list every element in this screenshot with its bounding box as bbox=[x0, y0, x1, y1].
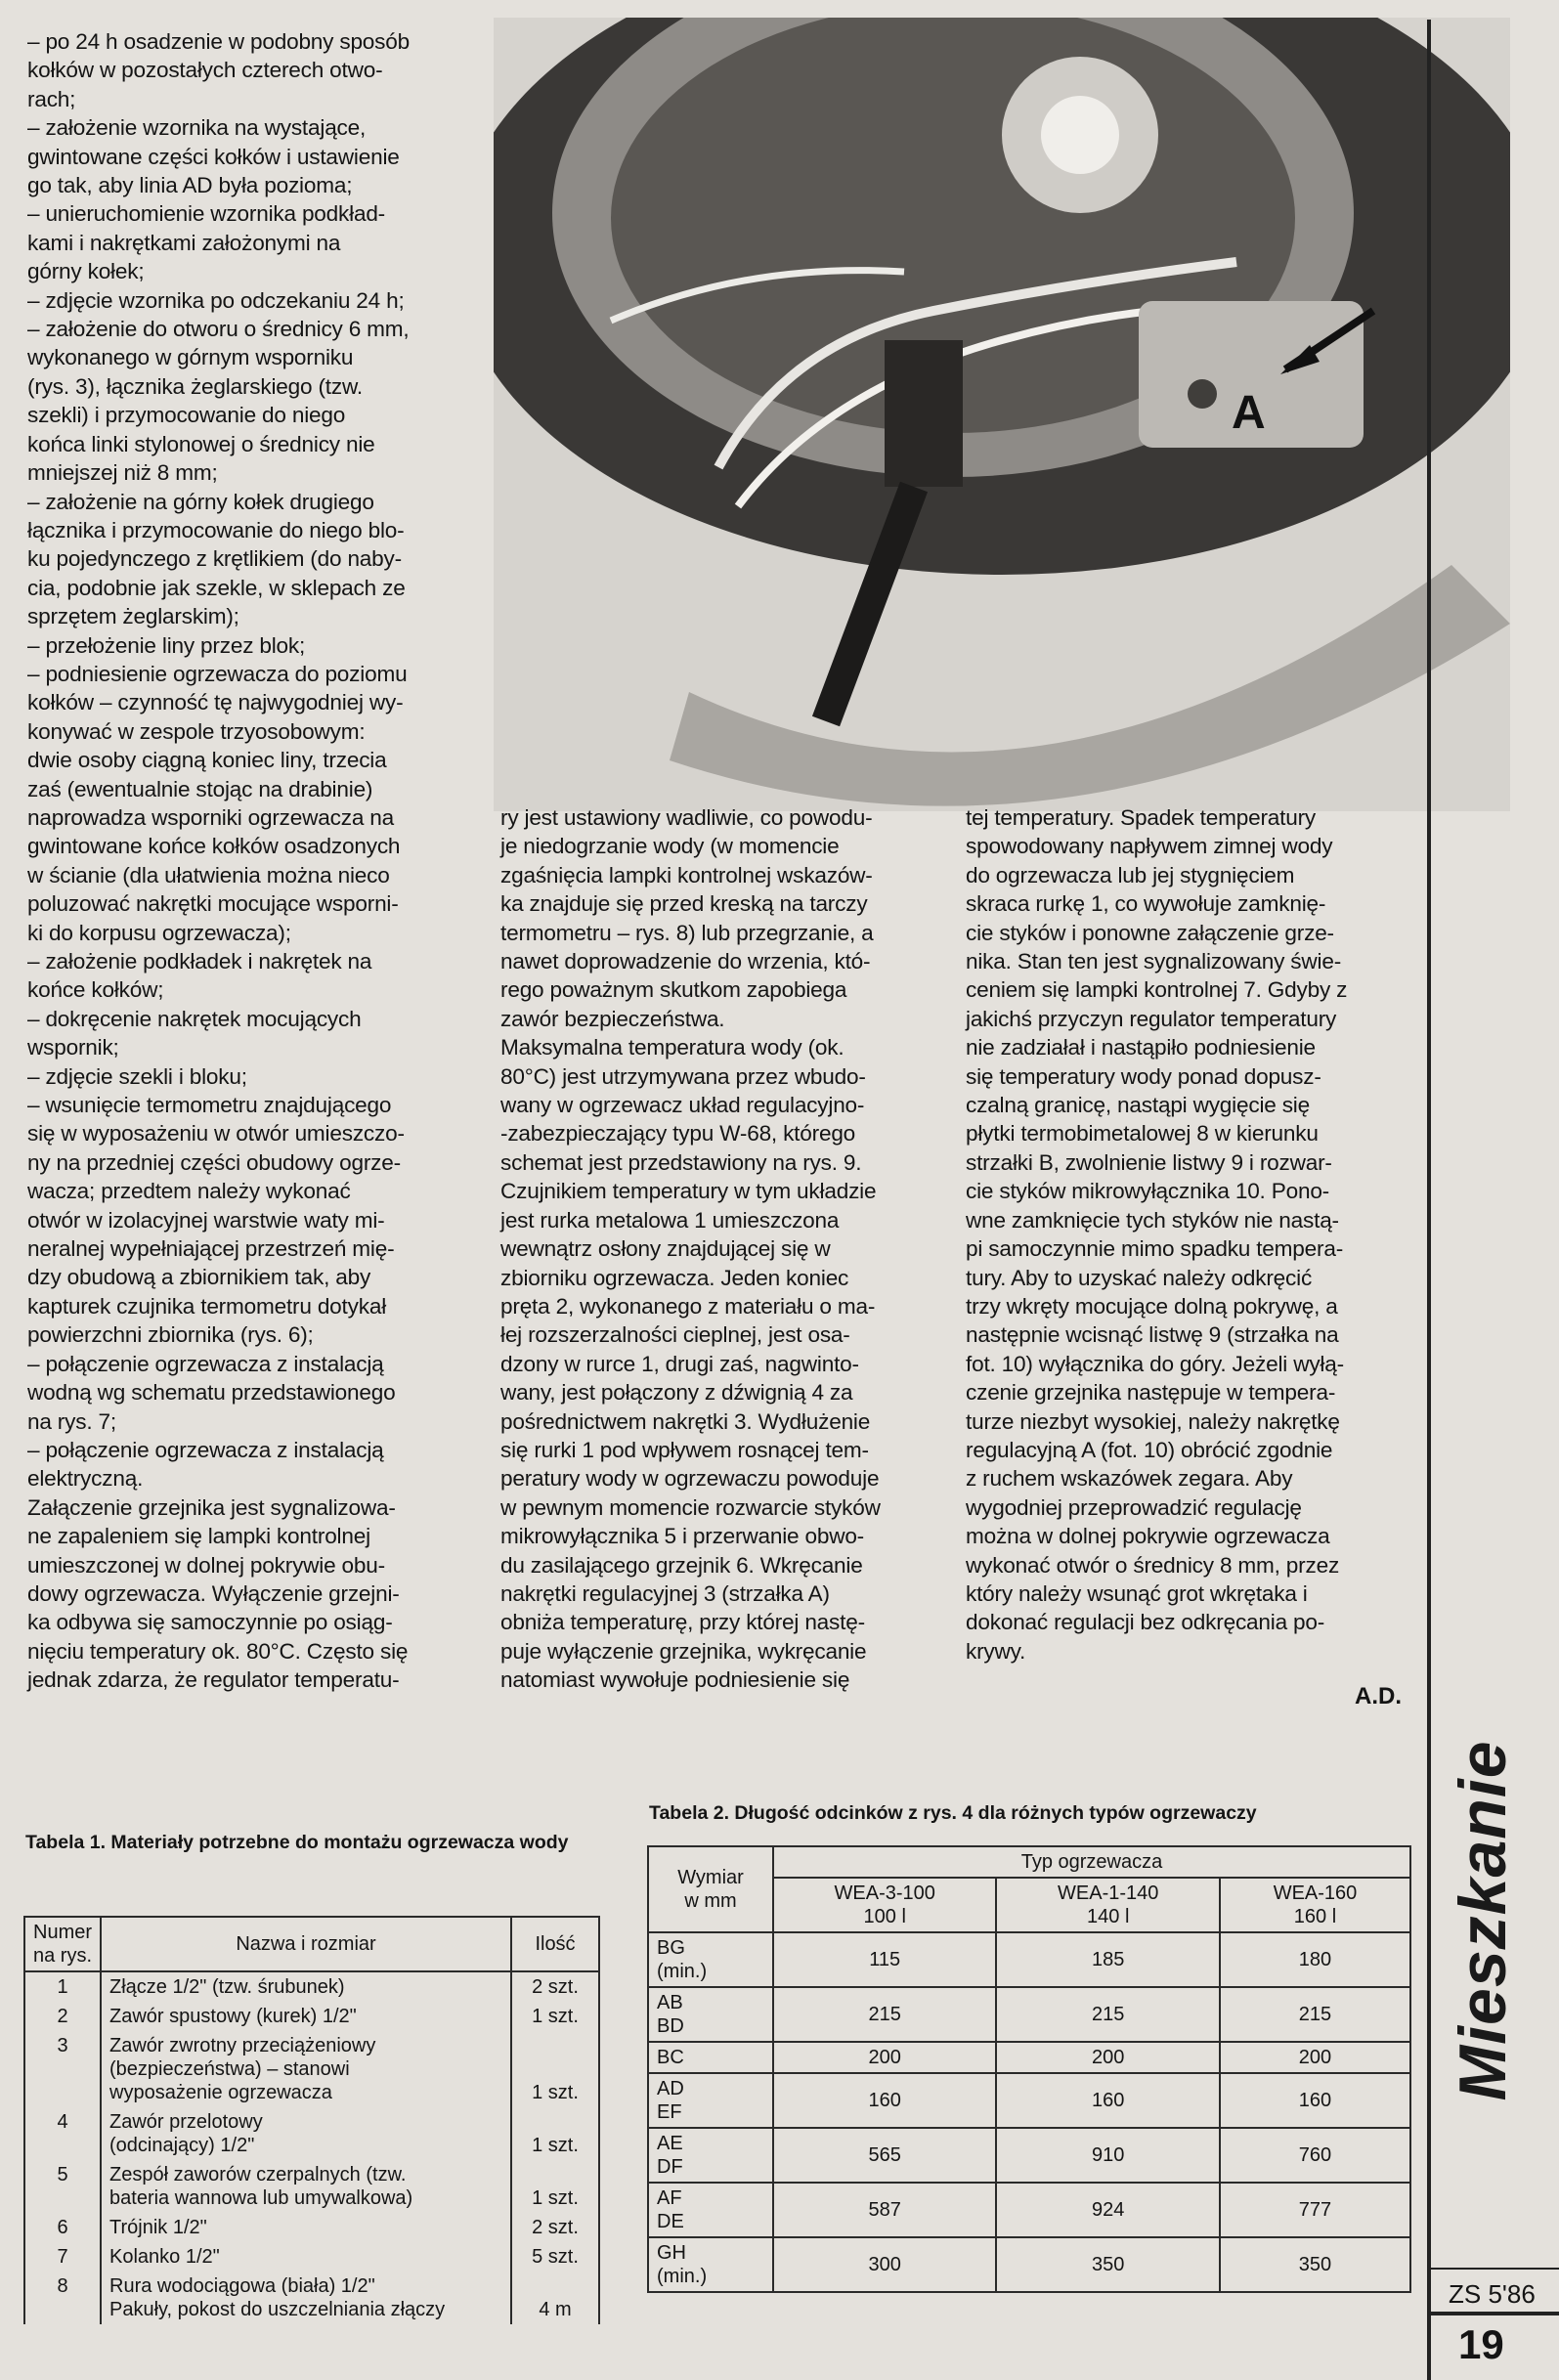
text-line: peratury wody w ogrzewaczu powoduje bbox=[500, 1466, 880, 1492]
text-line: naprowadza wsporniki ogrzewacza na bbox=[27, 804, 394, 830]
table1-row bbox=[24, 2002, 599, 2031]
text-line: – zdjęcie wzornika po odczekaniu 24 h; bbox=[27, 287, 405, 313]
table2-cell-value: 565 bbox=[773, 2128, 996, 2183]
text-line: – założenie do otworu o średnicy 6 mm, bbox=[27, 317, 410, 342]
text-line: wygodniej przeprowadzić regulację bbox=[966, 1494, 1302, 1520]
text-line: – założenie podkładek i nakrętek na bbox=[27, 949, 372, 974]
text-line: wany, jest połączony z dźwignią 4 za bbox=[500, 1380, 853, 1406]
text-line: do ogrzewacza lub jej stygnięciem bbox=[966, 862, 1295, 887]
table2-cell-value: 115 bbox=[773, 1932, 996, 1987]
table1-cell-qty: 2 szt. bbox=[511, 2213, 599, 2242]
text-line: tury. Aby to uzyskać należy odkręcić bbox=[966, 1265, 1313, 1290]
table1-cell-number: 2 bbox=[24, 2002, 101, 2031]
text-line: końce kołków; bbox=[27, 977, 164, 1003]
table2-cell-value: 215 bbox=[773, 1987, 996, 2042]
text-line: (rys. 3), łącznika żeglarskiego (tzw. bbox=[27, 373, 363, 399]
table2-cell-label: AF DE bbox=[648, 2183, 773, 2237]
text-line: wykonanego w górnym wsporniku bbox=[27, 345, 354, 370]
table2-cell-label: BC bbox=[648, 2042, 773, 2073]
text-line: obniża temperaturę, przy której nastę- bbox=[500, 1610, 865, 1635]
table1-header-number: Numer na rys. bbox=[24, 1917, 101, 1971]
table1-row bbox=[24, 2160, 599, 2213]
text-line: kapturek czujnika termometru dotykał bbox=[27, 1293, 387, 1319]
table1-row bbox=[24, 2213, 599, 2242]
table1-cell-name: Trójnik 1/2" bbox=[101, 2213, 511, 2242]
text-column-2 bbox=[500, 803, 881, 1695]
issue-label: ZS 5'86 bbox=[1449, 2279, 1536, 2309]
text-line: wany w ogrzewacz układ regulacyjno- bbox=[500, 1093, 865, 1118]
text-line: gwintowane końce kołków osadzonych bbox=[27, 834, 401, 859]
text-line: łej rozszerzalności cieplnej, jest osa- bbox=[500, 1322, 850, 1348]
text-line: cie styków i ponowne załączenie grze- bbox=[966, 920, 1334, 945]
table1-row bbox=[24, 2242, 599, 2272]
text-line: du zasilającego grzejnik 6. Wkręcanie bbox=[500, 1552, 863, 1578]
text-line: nięciu temperatury ok. 80°C. Często się bbox=[27, 1638, 409, 1664]
text-line: ne zapaleniem się lampki kontrolnej bbox=[27, 1524, 370, 1549]
text-line: wacza; przedtem należy wykonać bbox=[27, 1179, 351, 1204]
table2-header-type: WEA-1-140 140 l bbox=[996, 1878, 1219, 1932]
table1-cell-number: 1 bbox=[24, 1971, 101, 2002]
text-line: na rys. 7; bbox=[27, 1408, 116, 1434]
text-line: można w dolnej pokrywie ogrzewacza bbox=[966, 1524, 1330, 1549]
table1-cell-number: 7 bbox=[24, 2242, 101, 2272]
table2-cell-value: 160 bbox=[1220, 2073, 1410, 2128]
author-signature: A.D. bbox=[1355, 1683, 1402, 1709]
text-line: dzony w rurce 1, drugi zaś, nagwinto- bbox=[500, 1351, 859, 1376]
table1-cell-name: Zawór zwrotny przeciążeniowy (bezpieczeństwa) – stanowi wyposażenie ogrzewacza bbox=[101, 2031, 511, 2107]
table1-row bbox=[24, 2272, 599, 2324]
text-line: nakrętki regulacyjnej 3 (strzałka A) bbox=[500, 1580, 830, 1606]
table2-cell-value: 185 bbox=[996, 1932, 1219, 1987]
table1-row bbox=[24, 2031, 599, 2107]
table1-cell-qty: 5 szt. bbox=[511, 2242, 599, 2272]
text-line: kołków – czynność tę najwygodniej wy- bbox=[27, 690, 404, 715]
text-line: puje wyłączenie grzejnika, wykręcanie bbox=[500, 1638, 867, 1664]
text-line: nika. Stan ten jest sygnalizowany świe- bbox=[966, 949, 1342, 974]
text-line: neralnej wypełniającej przestrzeń mię- bbox=[27, 1236, 395, 1262]
text-line: mikrowyłącznika 5 i przerwanie obwo- bbox=[500, 1524, 865, 1549]
text-line: pręta 2, wykonanego z materiału o ma- bbox=[500, 1293, 876, 1319]
table2-cell-value: 760 bbox=[1220, 2128, 1410, 2183]
table2-cell-label: AE DF bbox=[648, 2128, 773, 2183]
text-line: je niedogrzanie wody (w momencie bbox=[500, 834, 840, 859]
table1-cell-name: Zawór spustowy (kurek) 1/2" bbox=[101, 2002, 511, 2031]
footer-rule-thick bbox=[1431, 2312, 1559, 2315]
text-line: ny na przedniej części obudowy ogrze- bbox=[27, 1149, 401, 1175]
text-line: wodną wg schematu przedstawionego bbox=[27, 1380, 396, 1406]
text-line: czenie grzejnika następuje w tempera- bbox=[966, 1380, 1336, 1406]
text-line: zgaśnięcia lampki kontrolnej wskazów- bbox=[500, 862, 873, 887]
table2-cell-value: 160 bbox=[773, 2073, 996, 2128]
text-line: – po 24 h osadzenie w podobny sposób bbox=[27, 29, 411, 54]
table2-row bbox=[648, 1932, 1410, 1987]
table2-cell-label: GH (min.) bbox=[648, 2237, 773, 2292]
text-line: schemat jest przedstawiony na rys. 9. bbox=[500, 1149, 862, 1175]
text-line: się w wyposażeniu w otwór umieszczo- bbox=[27, 1121, 405, 1147]
table2-row bbox=[648, 2237, 1410, 2292]
text-line: wspornik; bbox=[27, 1035, 119, 1060]
text-line: skraca rurkę 1, co wywołuje zamknię- bbox=[966, 891, 1326, 917]
table1-cell-number: 3 bbox=[24, 2031, 101, 2107]
text-line: w pewnym momencie rozwarcie styków bbox=[500, 1494, 881, 1520]
photo-regulator bbox=[494, 18, 1510, 811]
text-line: ku pojedynczego z krętlikiem (do naby- bbox=[27, 546, 402, 572]
text-line: jednak zdarza, że regulator temperatu- bbox=[27, 1667, 400, 1693]
text-line: jakichś przyczyn regulator temperatury bbox=[966, 1006, 1337, 1031]
text-line: dowy ogrzewacza. Wyłączenie grzejni- bbox=[27, 1580, 400, 1606]
text-line: ki do korpusu ogrzewacza); bbox=[27, 920, 291, 945]
text-line: poluzować nakrętki mocujące wsporni- bbox=[27, 891, 399, 917]
text-line: tej temperatury. Spadek temperatury bbox=[966, 805, 1317, 830]
text-line: – wsunięcie termometru znajdującego bbox=[27, 1093, 392, 1118]
table1-cell-number: 8 bbox=[24, 2272, 101, 2324]
text-line: Czujnikiem temperatury w tym układzie bbox=[500, 1179, 877, 1204]
text-line: górny kołek; bbox=[27, 259, 145, 284]
text-line: regulacyjną A (fot. 10) obrócić zgodnie bbox=[966, 1437, 1333, 1462]
text-line: – połączenie ogrzewacza z instalacją bbox=[27, 1437, 384, 1462]
table1-cell-name: Kolanko 1/2" bbox=[101, 2242, 511, 2272]
text-line: – dokręcenie nakrętek mocujących bbox=[27, 1006, 362, 1031]
table2-cell-value: 215 bbox=[996, 1987, 1219, 2042]
text-line: – założenie wzornika na wystające, bbox=[27, 115, 367, 141]
table1-cell-number: 5 bbox=[24, 2160, 101, 2213]
table1-cell-qty: 1 szt. bbox=[511, 2107, 599, 2160]
table2-row bbox=[648, 2042, 1410, 2073]
table1-cell-name: Zawór przelotowy (odcinający) 1/2" bbox=[101, 2107, 511, 2160]
table2-row bbox=[648, 1987, 1410, 2042]
text-line: dzy obudową a zbiornikiem tak, aby bbox=[27, 1265, 371, 1290]
table2-row bbox=[648, 2073, 1410, 2128]
text-line: -zabezpieczający typu W-68, którego bbox=[500, 1121, 856, 1147]
text-line: go tak, aby linia AD była pozioma; bbox=[27, 173, 353, 198]
vertical-rule bbox=[1427, 20, 1431, 2380]
text-line: kami i nakrętkami założonymi na bbox=[27, 230, 341, 255]
text-line: w ścianie (dla ułatwienia można nieco bbox=[27, 862, 390, 887]
text-line: nie zadziałał i nastąpiło podniesienie bbox=[966, 1035, 1316, 1060]
text-line: 80°C) jest utrzymywana przez wbudo- bbox=[500, 1063, 866, 1089]
text-line: – założenie na górny kołek drugiego bbox=[27, 489, 374, 514]
text-line: strzałki B, zwolnienie listwy 9 i rozwar- bbox=[966, 1149, 1332, 1175]
table2-cell-value: 200 bbox=[1220, 2042, 1410, 2073]
table2-cell-value: 160 bbox=[996, 2073, 1219, 2128]
table1-cell-qty: 4 m bbox=[511, 2272, 599, 2324]
text-line: dwie osoby ciągną koniec liny, trzecia bbox=[27, 748, 387, 773]
text-line: dokonać regulacji bez odkręcania po- bbox=[966, 1610, 1325, 1635]
text-line: gwintowane części kołków i ustawienie bbox=[27, 144, 400, 169]
table2-caption: Tabela 2. Długość odcinków z rys. 4 dla różnych typów ogrzewaczy bbox=[649, 1802, 1257, 1824]
table1-row bbox=[24, 2107, 599, 2160]
text-line: – połączenie ogrzewacza z instalacją bbox=[27, 1351, 384, 1376]
text-line: – przełożenie liny przez blok; bbox=[27, 632, 306, 658]
table2-cell-label: AB BD bbox=[648, 1987, 773, 2042]
text-line: turze niezbyt wysokiej, należy nakrętkę bbox=[966, 1408, 1340, 1434]
table1-cell-name: Rura wodociągowa (biała) 1/2" Pakuły, pokost do uszczelniania złączy bbox=[101, 2272, 511, 2324]
section-title: Mieszkanie bbox=[1446, 1740, 1520, 2101]
table1-header-name: Nazwa i rozmiar bbox=[101, 1917, 511, 1971]
table2-header-type: WEA-160 160 l bbox=[1220, 1878, 1410, 1932]
table2-header-type: WEA-3-100 100 l bbox=[773, 1878, 996, 1932]
text-line: rach; bbox=[27, 86, 76, 111]
table1-cell-name: Złącze 1/2" (tzw. śrubunek) bbox=[101, 1971, 511, 2002]
page-number: 19 bbox=[1458, 2321, 1504, 2367]
table2-cell-value: 777 bbox=[1220, 2183, 1410, 2237]
text-line: ka znajduje się przed kreską na tarczy bbox=[500, 891, 868, 917]
table2-row bbox=[648, 2183, 1410, 2237]
text-line: cie styków mikrowyłącznika 10. Pono- bbox=[966, 1179, 1330, 1204]
table1-header-qty: Ilość bbox=[511, 1917, 599, 1971]
text-line: – podniesienie ogrzewacza do poziomu bbox=[27, 661, 408, 686]
text-line: płytki termobimetalowej 8 w kierunku bbox=[966, 1121, 1319, 1147]
text-line: się temperatury wody ponad dopusz- bbox=[966, 1063, 1321, 1089]
table1-cell-name: Zespół zaworów czerpalnych (tzw. bateria wannowa lub umywalkowa) bbox=[101, 2160, 511, 2213]
text-line: końca linki stylonowej o średnicy nie bbox=[27, 431, 375, 456]
text-line: – unieruchomienie wzornika podkład- bbox=[27, 201, 386, 227]
text-line: cia, podobnie jak szekle, w sklepach ze bbox=[27, 575, 406, 600]
table2-cell-value: 300 bbox=[773, 2237, 996, 2292]
text-line: ceniem się lampki kontrolnej 7. Gdyby z bbox=[966, 977, 1348, 1003]
text-line: się rurki 1 pod wpływem rosnącej tem- bbox=[500, 1437, 869, 1462]
table2-cell-value: 587 bbox=[773, 2183, 996, 2237]
text-line: szekli) i przymocowanie do niego bbox=[27, 403, 346, 428]
table1-cell-qty: 2 szt. bbox=[511, 1971, 599, 2002]
text-line: ry jest ustawiony wadliwie, co powodu- bbox=[500, 805, 873, 830]
regulator-photo-illustration bbox=[494, 18, 1510, 811]
text-line: fot. 10) wyłącznika do góry. Jeżeli wyłą- bbox=[966, 1351, 1344, 1376]
text-line: krywy. bbox=[966, 1638, 1026, 1664]
text-line: który należy wsunąć grot wkrętaka i bbox=[966, 1580, 1308, 1606]
text-line: mniejszej niż 8 mm; bbox=[27, 460, 218, 486]
text-column-3 bbox=[966, 803, 1347, 1666]
table2-cell-value: 215 bbox=[1220, 1987, 1410, 2042]
text-line: powierzchni zbiornika (rys. 6); bbox=[27, 1322, 314, 1348]
table2-cell-label: AD EF bbox=[648, 2073, 773, 2128]
text-line: łącznika i przymocowanie do niego blo- bbox=[27, 517, 405, 542]
text-line: rego poważnym skutkom zapobiega bbox=[500, 977, 847, 1003]
text-line: wykonać otwór o średnicy 8 mm, przez bbox=[966, 1552, 1340, 1578]
table1-cell-number: 4 bbox=[24, 2107, 101, 2160]
table2-cell-value: 200 bbox=[773, 2042, 996, 2073]
footer-rule bbox=[1431, 2268, 1559, 2270]
table1-caption: Tabela 1. Materiały potrzebne do montażu ogrzewacza wody bbox=[25, 1832, 569, 1853]
table2-cell-value: 910 bbox=[996, 2128, 1219, 2183]
text-line: Maksymalna temperatura wody (ok. bbox=[500, 1035, 844, 1060]
table2-header-dimension: Wymiar w mm bbox=[648, 1846, 773, 1932]
text-line: ka odbywa się samoczynnie po osiąg- bbox=[27, 1610, 393, 1635]
text-line: spowodowany napływem zimnej wody bbox=[966, 834, 1333, 859]
table2-row bbox=[648, 2128, 1410, 2183]
text-line: umieszczonej w dolnej pokrywie obu- bbox=[27, 1552, 385, 1578]
text-line: jest rurka metalowa 1 umieszczona bbox=[500, 1207, 840, 1233]
table2-cell-value: 924 bbox=[996, 2183, 1219, 2237]
text-line: sprzętem żeglarskim); bbox=[27, 604, 239, 629]
text-line: pośrednictwem nakrętki 3. Wydłużenie bbox=[500, 1408, 871, 1434]
text-column-1 bbox=[27, 27, 410, 1695]
text-line: elektryczną. bbox=[27, 1466, 144, 1492]
table1-cell-qty: 1 szt. bbox=[511, 2002, 599, 2031]
text-line: natomiast wywołuje podniesienie się bbox=[500, 1667, 850, 1693]
text-line: – zdjęcie szekli i bloku; bbox=[27, 1063, 247, 1089]
table1-row bbox=[24, 1971, 599, 2002]
table2-cell-value: 350 bbox=[1220, 2237, 1410, 2292]
text-line: zaś (ewentualnie stojąc na drabinie) bbox=[27, 776, 373, 801]
text-line: wne zamknięcie tych styków nie nastą- bbox=[966, 1207, 1339, 1233]
photo-label-a: A bbox=[1232, 387, 1266, 439]
table2 bbox=[647, 1845, 1411, 2293]
text-line: trzy wkręty mocujące dolną pokrywę, a bbox=[966, 1293, 1338, 1319]
text-line: pi samoczynnie mimo spadku tempera- bbox=[966, 1236, 1344, 1262]
text-line: Załączenie grzejnika jest sygnalizowa- bbox=[27, 1494, 396, 1520]
text-line: nawet doprowadzenie do wrzenia, któ- bbox=[500, 949, 871, 974]
table2-cell-value: 180 bbox=[1220, 1932, 1410, 1987]
table2-cell-value: 350 bbox=[996, 2237, 1219, 2292]
text-line: termometru – rys. 8) lub przegrzanie, a bbox=[500, 920, 874, 945]
table2-cell-label: BG (min.) bbox=[648, 1932, 773, 1987]
text-line: zawór bezpieczeństwa. bbox=[500, 1006, 725, 1031]
table1-cell-qty: 1 szt. bbox=[511, 2031, 599, 2107]
text-line: konywać w zespole trzyosobowym: bbox=[27, 718, 366, 744]
table1-cell-qty: 1 szt. bbox=[511, 2160, 599, 2213]
table2-cell-value: 200 bbox=[996, 2042, 1219, 2073]
text-line: czalną granicę, nastąpi wygięcie się bbox=[966, 1093, 1310, 1118]
table1 bbox=[23, 1916, 600, 2324]
table1-cell-number: 6 bbox=[24, 2213, 101, 2242]
text-line: następnie wcisnąć listwę 9 (strzałka na bbox=[966, 1322, 1339, 1348]
text-line: wewnątrz osłony znajdującej się w bbox=[500, 1236, 831, 1262]
text-line: zbiorniku ogrzewacza. Jeden koniec bbox=[500, 1265, 849, 1290]
text-line: z ruchem wskazówek zegara. Aby bbox=[966, 1466, 1293, 1492]
text-line: otwór w izolacyjnej warstwie waty mi- bbox=[27, 1207, 385, 1233]
table2-header-group: Typ ogrzewacza bbox=[773, 1846, 1410, 1878]
text-line: kołków w pozostałych czterech otwo- bbox=[27, 58, 383, 83]
